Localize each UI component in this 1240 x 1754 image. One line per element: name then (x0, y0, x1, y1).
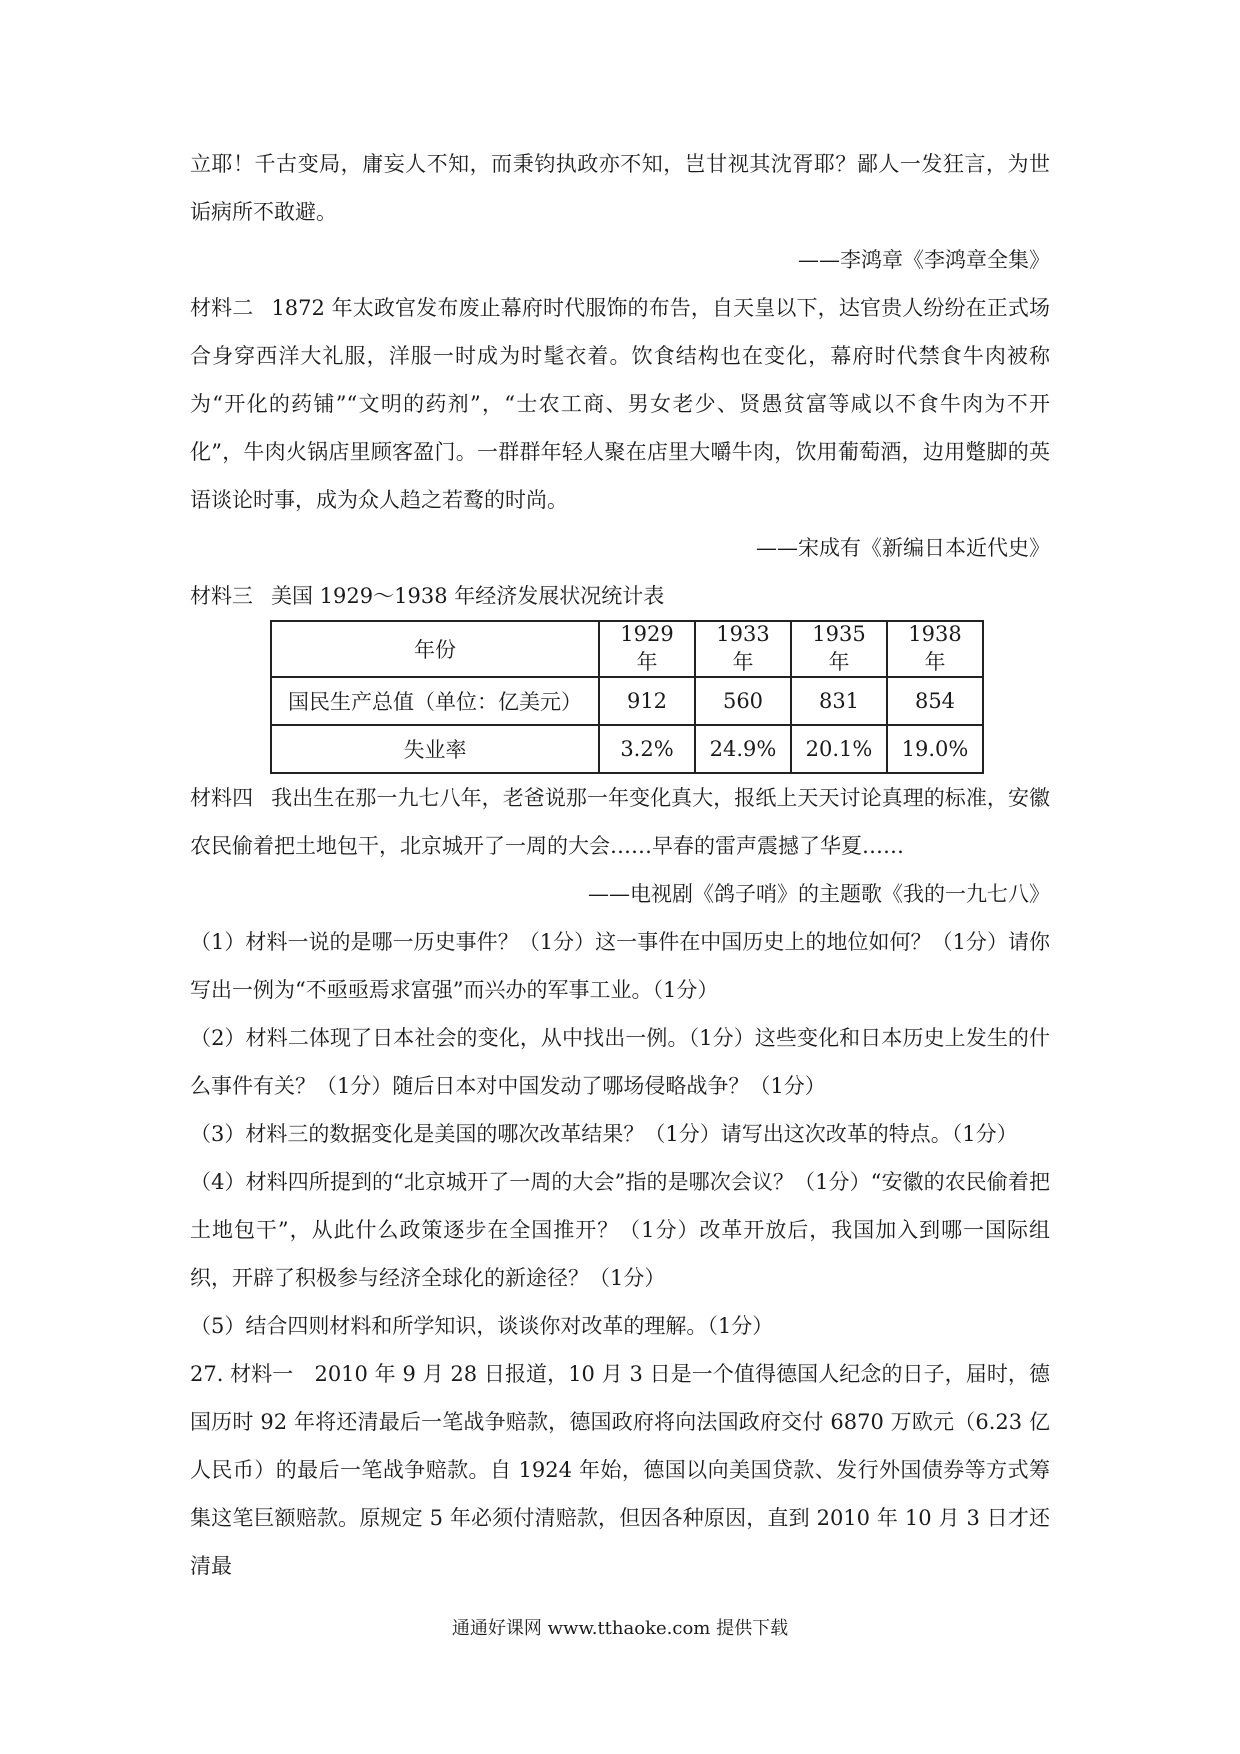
material2-text: 1872 年太政官发布废止幕府时代服饰的布告，自天皇以下，达官贵人纷纷在正式场合身穿西洋大礼服，洋服一时成为时髦衣着。饮食结构也在变化，幕府时代禁食牛肉被称为“开化的药铺”“文明的药剂”，“士农工商、男女老少、贤愚贫富等咸以不食牛肉为不开化”，牛肉火锅店里顾客盈门。一群群年轻人聚在店里大嚼牛肉，饮用葡萄酒，边用蹩脚的英语谈论时事，成为众人趋之若鹜的时尚。 (190, 296, 1051, 512)
table-header-cell: 1933 年 (695, 621, 791, 677)
material4-label: 材料四 (190, 786, 254, 810)
material3-label: 材料三 (190, 584, 253, 608)
material2-paragraph (190, 284, 1050, 524)
table-cell: 831 (791, 677, 887, 725)
material3-heading (190, 572, 1050, 620)
table-cell: 3.2% (599, 725, 695, 773)
table-cell: 854 (887, 677, 983, 725)
table-cell: 国民生产总值（单位：亿美元） (271, 677, 599, 725)
table-row (271, 677, 983, 725)
question-27-material1: 27. 材料一 2010 年 9 月 28 日报道，10 月 3 日是一个值得德国人纪念的日子，届时，德国历时 92 年将还清最后一笔战争赔款，德国政府将向法国政府交付 6870 万欧元（6.23 亿人民币）的最后一笔战争赔款。自 1924 年始，德国以向美国贷款、发行外国债券等方式筹集这笔巨额赔款。原规定 5 年必须付清赔款，但因各种原因，直到 2010 年 10 月 3 日才还清最 (190, 1362, 1050, 1578)
table-header-cell: 1938 年 (887, 621, 983, 677)
material4-text: 我出生在那一九七八年，老爸说那一年变化真大，报纸上天天讨论真理的标准，安徽农民偷着把土地包干，北京城开了一周的大会……早春的雷声震撼了华夏…… (190, 786, 1050, 858)
material2-source: ——宋成有《新编日本近代史》 (756, 536, 1050, 560)
question-4: （4）材料四所提到的“北京城开了一周的大会”指的是哪次会议？（1分）“安徽的农民偷着把土地包干”，从此什么政策逐步在全国推开？（1分）改革开放后，我国加入到哪一国际组织，开辟了积极参与经济全球化的新途径？（1分） (190, 1170, 1050, 1290)
material3-title: 美国 1929～1938 年经济发展状况统计表 (271, 584, 665, 608)
table-header-cell: 1935 年 (791, 621, 887, 677)
table-header-cell: 1929 年 (599, 621, 695, 677)
table-cell: 20.1% (791, 725, 887, 773)
table-header-cell: 年份 (271, 621, 599, 677)
question-1: （1）材料一说的是哪一历史事件？（1分）这一事件在中国历史上的地位如何？（1分）请你写出一例为“不亟亟焉求富强”而兴办的军事工业。（1分） (190, 930, 1050, 1002)
question-3: （3）材料三的数据变化是美国的哪次改革结果？（1分）请写出这次改革的特点。（1分） (190, 1122, 1018, 1146)
table-cell: 560 (695, 677, 791, 725)
material4-paragraph (190, 774, 1050, 870)
material4-source: ——电视剧《鸽子哨》的主题歌《我的一九七八》 (588, 882, 1050, 906)
document-page (190, 140, 1050, 1590)
page-footer: 通通好课网 www.tthaoke.com 提供下载 (451, 1618, 789, 1639)
economy-table-wrapper (270, 620, 1050, 774)
material1-tail-text: 立耶！千古变局，庸妄人不知，而秉钧执政亦不知，岂甘视其沈胥耶？鄙人一发狂言，为世诟病所不敢避。 (190, 152, 1050, 224)
economy-table (270, 620, 984, 774)
material1-source: ——李鸿章《李鸿章全集》 (798, 248, 1050, 272)
table-row (271, 725, 983, 773)
table-cell: 24.9% (695, 725, 791, 773)
question-2: （2）材料二体现了日本社会的变化，从中找出一例。（1分）这些变化和日本历史上发生的什么事件有关？（1分）随后日本对中国发动了哪场侵略战争？（1分） (190, 1026, 1050, 1098)
table-header-row (271, 621, 983, 677)
question-5: （5）结合四则材料和所学知识，谈谈你对改革的理解。（1分） (190, 1314, 774, 1338)
table-cell: 912 (599, 677, 695, 725)
material2-label: 材料二 (190, 296, 254, 320)
table-cell: 19.0% (887, 725, 983, 773)
table-cell: 失业率 (271, 725, 599, 773)
